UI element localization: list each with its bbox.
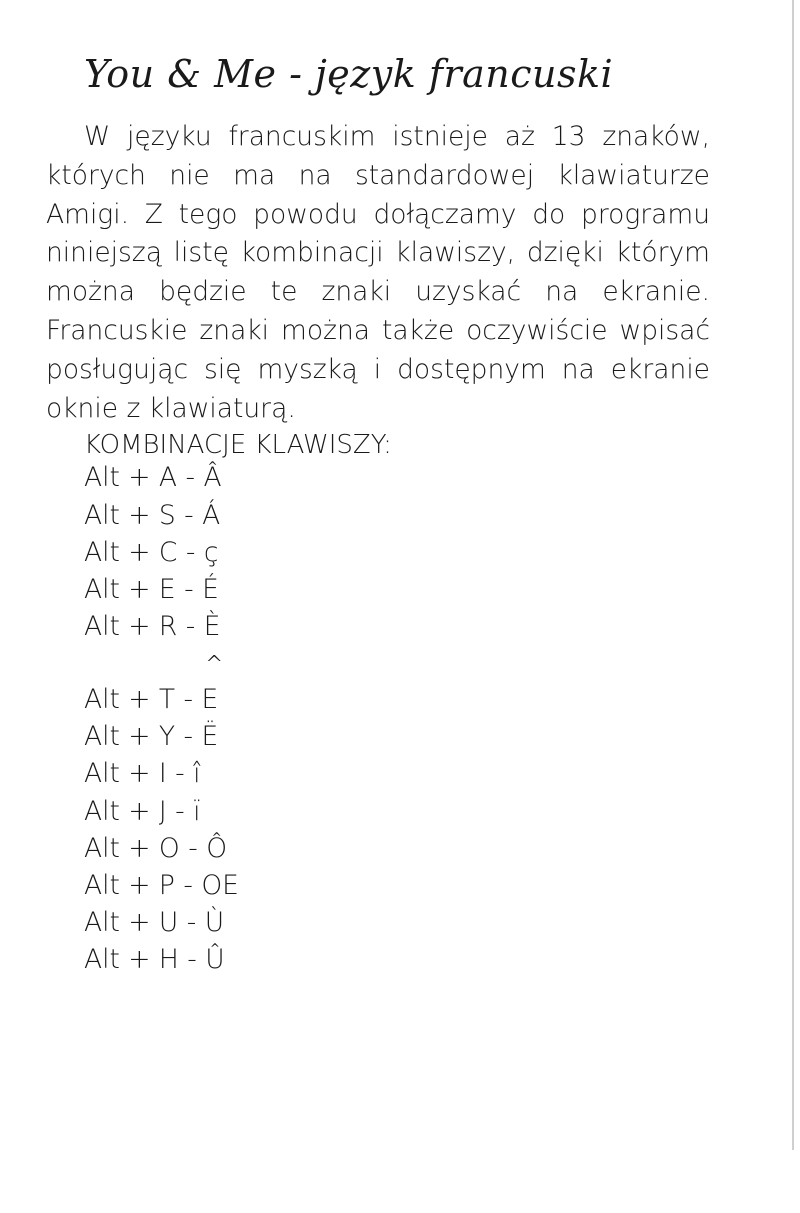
combo-item-j: Alt + J - ï (84, 796, 201, 827)
circumflex-mark: ^ (205, 652, 224, 677)
combo-item-a: Alt + A - Â (84, 462, 222, 493)
combo-item-i: Alt + I - î (84, 758, 201, 789)
combo-item-s: Alt + S - Á (84, 500, 221, 531)
combo-item-p: Alt + P - OE (84, 870, 239, 901)
intro-paragraph: W języku francuskim istnieje aż 13 znaków, których nie ma na standardowej klawiaturze Amigi. Z tego powodu dołączamy do programu niniejszą listę kombinacji klawiszy, dzięki którym można będzie te znaki uzyskać na ekranie. Francuskie znaki można także oczywiście wpisać posługując się myszką i dostępnym na ekranie oknie z klawiaturą. (46, 121, 710, 424)
combo-item-o: Alt + O - Ô (84, 833, 228, 864)
combo-item-h: Alt + H - Û (84, 944, 225, 975)
combo-item-c: Alt + C - ç (84, 537, 219, 568)
document-title: You & Me - język francuski (84, 52, 614, 96)
combo-item-y: Alt + Y - Ë (84, 721, 219, 752)
combo-item-r: Alt + R - È (84, 611, 221, 642)
page-edge (792, 0, 794, 1150)
combo-item-u: Alt + U - Ù (84, 907, 225, 938)
combo-item-e: Alt + E - É (84, 574, 219, 605)
combo-item-t: Alt + T - E (84, 684, 219, 715)
combo-heading: KOMBINACJE KLAWISZY: (84, 430, 392, 460)
